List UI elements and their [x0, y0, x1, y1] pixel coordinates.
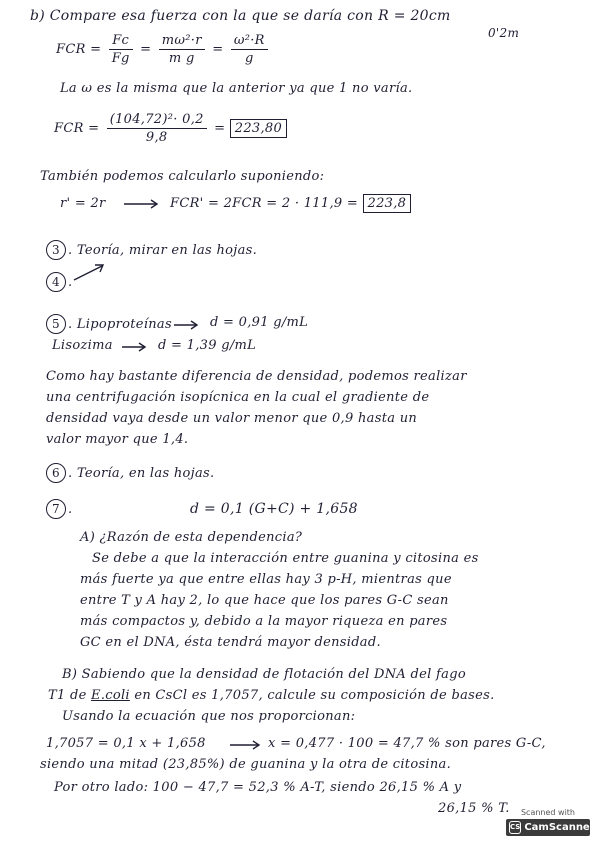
fraction-numerator: (104,72)²· 0,2 [107, 113, 207, 129]
item-number: 4 [46, 272, 66, 292]
fraction-calc [107, 113, 207, 144]
item-text: . [68, 275, 73, 290]
section5-para-line: densidad vaya desde un valor menor que 0,9 hasta un [46, 411, 418, 426]
item-3 [46, 240, 257, 260]
fcr-formula [56, 34, 271, 65]
equals-sign: = [212, 42, 224, 57]
fraction-w2r-g [231, 34, 268, 65]
calc-line: siendo una mitad (23,85%) de guanina y la otra de citosina. [40, 757, 452, 772]
equals-sign: = [140, 42, 152, 57]
answer-a-line: entre T y A hay 2, lo que hace que los pares G-C sean [80, 593, 449, 608]
result-box: 223,8 [363, 194, 412, 213]
item-number: 3 [46, 240, 66, 260]
equals-sign: = [214, 121, 226, 136]
section5-para-line: Como hay bastante diferencia de densidad, podemos realizar [46, 369, 467, 384]
fraction-numerator: Fc [109, 34, 133, 50]
fraction-denominator: 9,8 [145, 130, 168, 145]
watermark-row [506, 819, 595, 836]
result-box: 223,80 [230, 119, 287, 138]
arrow-icon [72, 262, 108, 282]
answer-a-line: más compactos y, debido a la mayor riqueza en pares [80, 614, 448, 629]
lisozima-density: d = 1,39 g/mL [158, 338, 257, 353]
lisozima-label: Lisozima [52, 338, 113, 353]
calc-left: 1,7057 = 0,1 x + 1,658 [46, 736, 206, 751]
fcr-label: FCR = [54, 121, 100, 136]
item-4 [46, 272, 72, 292]
answer-a-line: más fuerte ya que entre ellas hay 3 p-H, mientras que [80, 572, 452, 587]
item-7 [46, 499, 72, 519]
watermark-caption: Scanned with [520, 808, 576, 817]
camscanner-logo-icon: CS [509, 821, 521, 834]
density-formula: d = 0,1 (G+C) + 1,658 [190, 501, 358, 517]
calc-line: Por otro lado: 100 − 47,7 = 52,3 % A-T, siendo 26,15 % A y [54, 780, 462, 795]
question-b-text: T1 de [48, 688, 92, 703]
calc-line: 26,15 % T. [438, 801, 510, 816]
item-number: 6 [46, 463, 66, 483]
also-line: También podemos calcularlo suponiendo: [40, 169, 325, 184]
calc-right: x = 0,477 · 100 = 47,7 % son pares G-C, [268, 736, 546, 751]
answer-a-line: GC en el DNA, ésta tendrá mayor densidad. [80, 635, 381, 650]
derivation-left: r' = 2r [60, 196, 106, 211]
part-b-heading-note: 0'2m [488, 26, 520, 40]
item-text: . Lipoproteínas [68, 317, 172, 332]
item-text: . Teoría, en las hojas. [68, 466, 215, 481]
section5-para-line: una centrifugación isopícnica en la cual el gradiente de [46, 390, 430, 405]
arrow-icon [172, 320, 202, 330]
section5-para-line: valor mayor que 1,4. [46, 432, 189, 447]
item-6 [46, 463, 214, 483]
fraction-numerator: ω²·R [231, 34, 268, 50]
ecoli-text: E.coli [91, 688, 130, 703]
item-number: 5 [46, 314, 66, 334]
derivation-text: FCR' = 2FCR = 2 · 111,9 = [170, 196, 363, 211]
question-b-line [48, 689, 495, 702]
item-text: . [68, 502, 73, 517]
item-text: . Teoría, mirar en las hojas. [68, 243, 258, 258]
answer-a-line: Se debe a que la interacción entre guanina y citosina es [92, 551, 479, 566]
arrow-icon [122, 199, 162, 209]
part-b-heading: b) Compare esa fuerza con la que se daría con R = 20cm [30, 8, 451, 24]
fcr-calculation [54, 113, 287, 144]
camscanner-watermark [506, 808, 595, 838]
question-b-text: en CsCl es 1,7057, calcule su composición de bases. [129, 688, 495, 703]
question-b-line: Usando la ecuación que nos proporcionan: [62, 709, 356, 724]
item-5 [46, 314, 172, 334]
item-number: 7 [46, 499, 66, 519]
arrow-icon [120, 342, 150, 352]
fraction-mw2r-mg [159, 34, 205, 65]
lipoprotein-density: d = 0,91 g/mL [210, 315, 309, 330]
fraction-fc-fg [109, 34, 133, 65]
watermark-brand: CamScanner [524, 822, 595, 833]
fraction-denominator: Fg [111, 51, 130, 66]
question-b-line: B) Sabiendo que la densidad de flotación del DNA del fago [62, 667, 466, 682]
question-a: A) ¿Razón de esta dependencia? [80, 530, 303, 545]
fraction-denominator: m g [168, 51, 195, 66]
arrow-icon [228, 740, 264, 750]
fcr-label: FCR = [56, 42, 102, 57]
fraction-denominator: g [244, 51, 254, 66]
fraction-numerator: mω²·r [159, 34, 205, 50]
derivation-right [170, 197, 411, 210]
omega-note: La ω es la misma que la anterior ya que 1 no varía. [60, 81, 413, 96]
